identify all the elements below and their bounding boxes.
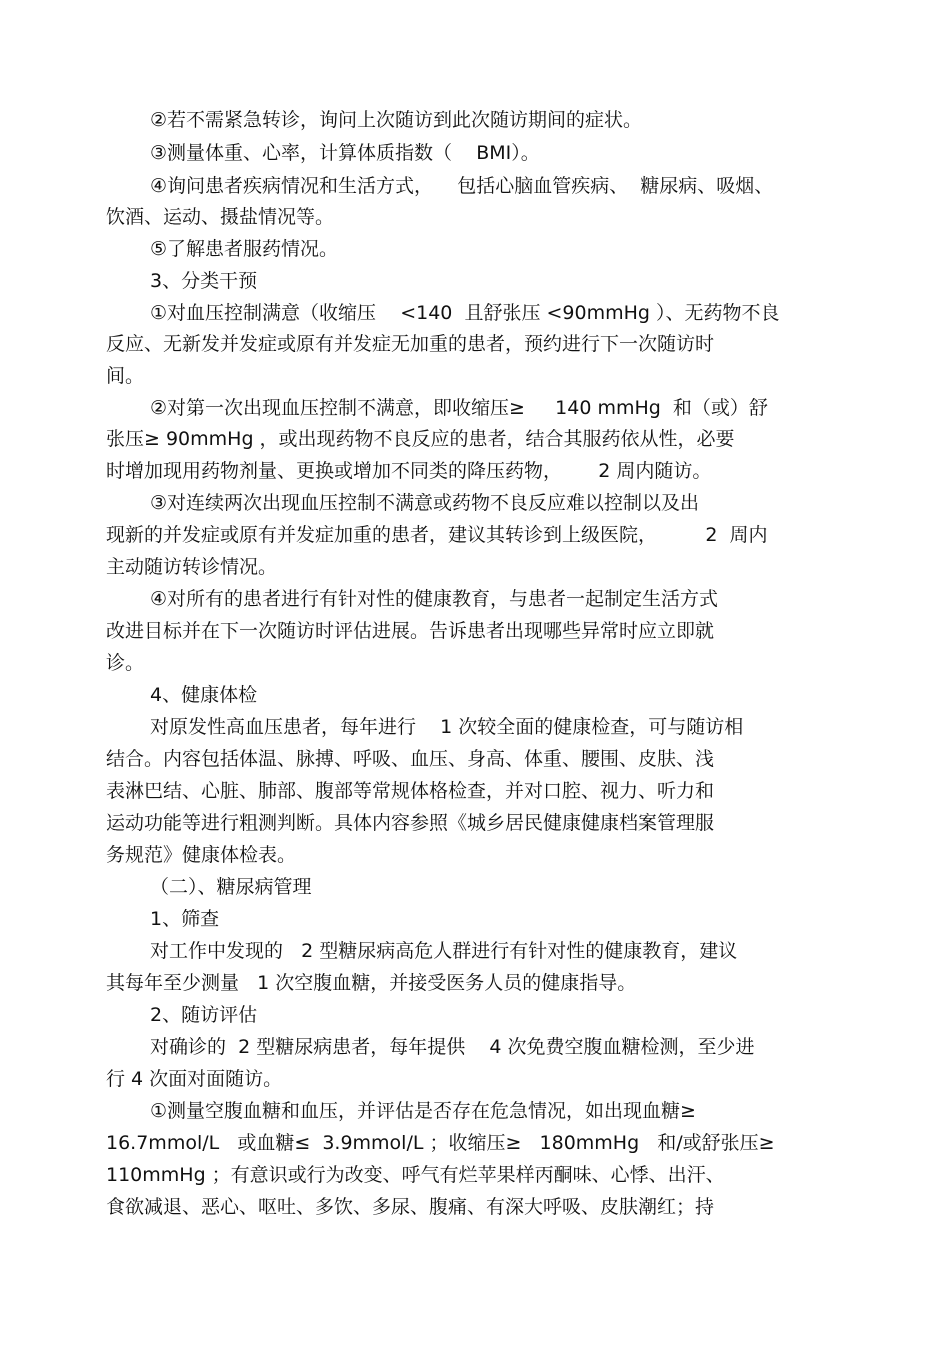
section-heading: （二）、糖尿病管理 xyxy=(150,876,312,898)
text-line: ⑤了解患者服药情况。 xyxy=(150,238,339,260)
text-line: 时增加现用药物剂量、更换或增加不同类的降压药物， 2 周内随访。 xyxy=(106,460,712,482)
text-line: 间。 xyxy=(106,365,145,387)
text-line: 主动随访转诊情况。 xyxy=(106,556,278,578)
text-line: ②对第一次出现血压控制不满意，即收缩压≥ 140 mmHg 和（或）舒 xyxy=(150,397,768,419)
text-line: 改进目标并在下一次随访时评估进展。告诉患者出现哪些异常时应立即就 xyxy=(106,620,715,642)
text-line: ③对连续两次出现血压控制不满意或药物不良反应难以控制以及出 xyxy=(150,492,700,514)
text-line: 运动功能等进行粗测判断。具体内容参照《城乡居民健康健康档案管理服 xyxy=(106,812,715,834)
text-line: 对确诊的 2 型糖尿病患者，每年提供 4 次免费空腹血糖检测，至少进 xyxy=(150,1036,755,1058)
text-line: 对工作中发现的 2 型糖尿病高危人群进行有针对性的健康教育，建议 xyxy=(150,940,738,962)
text-line: 现新的并发症或原有并发症加重的患者，建议其转诊到上级医院， 2 周内 xyxy=(106,524,768,546)
text-line: 16.7mmol/L 或血糖≤ 3.9mmol/L ；收缩压≥ 180mmHg 和/或舒张压≥ xyxy=(106,1132,775,1154)
text-line: ③测量体重、心率，计算体质指数（ BMI）。 xyxy=(150,142,540,164)
text-line: ②若不需紧急转诊，询问上次随访到此次随访期间的症状。 xyxy=(150,109,643,131)
text-line: ④对所有的患者进行有针对性的健康教育，与患者一起制定生活方式 xyxy=(150,588,719,610)
text-line: 张压≥ 90mmHg ，或出现药物不良反应的患者，结合其服药依从性，必要 xyxy=(106,428,735,450)
text-line: ①对血压控制满意（收缩压 <140 且舒张压 <90mmHg ）、无药物不良 xyxy=(150,302,780,324)
text-line: 务规范》健康体检表。 xyxy=(106,844,297,866)
section-heading: 2、随访评估 xyxy=(150,1004,258,1026)
section-heading: 1、筛查 xyxy=(150,908,220,930)
text-line: 表淋巴结、心脏、肺部、腹部等常规体格检查，并对口腔、视力、听力和 xyxy=(106,780,715,802)
text-line: 行 4 次面对面随访。 xyxy=(106,1068,283,1090)
text-line: 结合。内容包括体温、脉搏、呼吸、血压、身高、体重、腰围、皮肤、浅 xyxy=(106,748,715,770)
text-line: 对原发性高血压患者，每年进行 1 次较全面的健康检查，可与随访相 xyxy=(150,716,744,738)
text-line: 诊。 xyxy=(106,652,145,674)
text-line: 食欲减退、恶心、呕吐、多饮、多尿、腹痛、有深大呼吸、皮肤潮红；持 xyxy=(106,1196,715,1218)
text-line: 反应、无新发并发症或原有并发症无加重的患者，预约进行下一次随访时 xyxy=(106,333,715,355)
section-heading: 4、健康体检 xyxy=(150,684,258,706)
section-heading: 3、分类干预 xyxy=(150,270,258,292)
text-line: ④询问患者疾病情况和生活方式， 包括心脑血管疾病、 糖尿病、吸烟、 xyxy=(150,175,774,197)
text-line: 其每年至少测量 1 次空腹血糖，并接受医务人员的健康指导。 xyxy=(106,972,637,994)
text-line: 110mmHg ；有意识或行为改变、呼气有烂苹果样丙酮味、心悸、出汗、 xyxy=(106,1164,725,1186)
text-line: ①测量空腹血糖和血压，并评估是否存在危急情况，如出现血糖≥ xyxy=(150,1100,696,1122)
text-line: 饮酒、运动、摄盐情况等。 xyxy=(106,206,335,228)
